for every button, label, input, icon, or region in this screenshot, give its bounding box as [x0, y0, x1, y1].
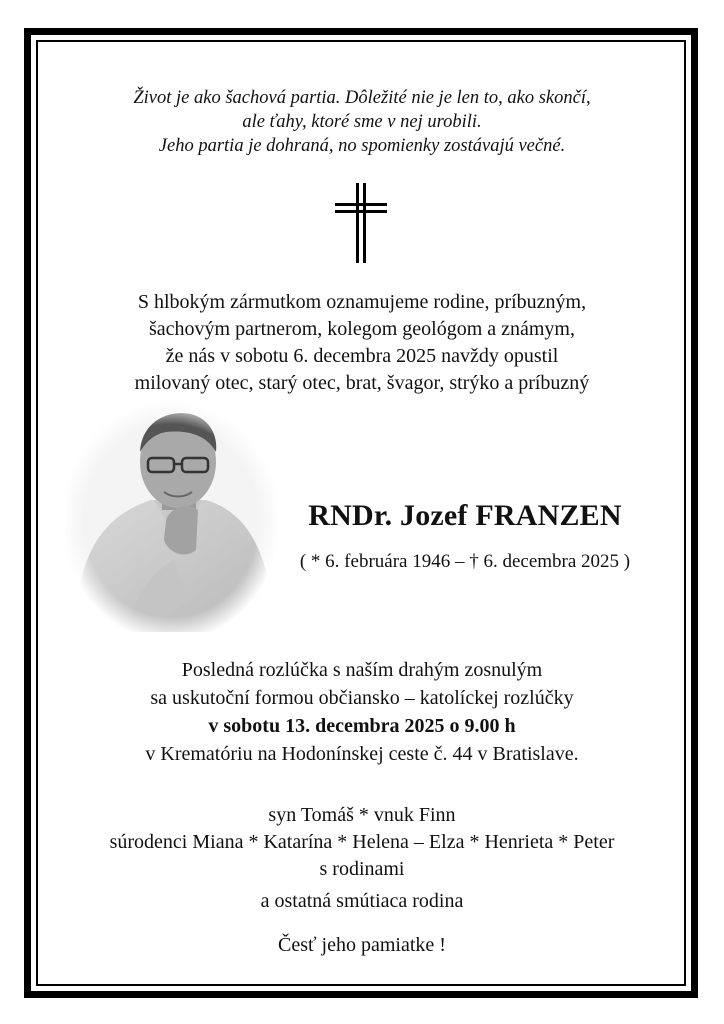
announcement-line: že nás v sobotu 6. decembra 2025 navždy opustil	[165, 345, 559, 367]
life-dates: ( * 6. februára 1946 – † 6. decembra 2025 )	[299, 551, 631, 572]
motto-quote	[40, 86, 684, 158]
farewell-line: Posledná rozlúčka s naším drahým zosnulým	[181, 659, 543, 681]
motto-line: Život je ako šachová partia. Dôležité nie je len to, ako skončí,	[133, 88, 591, 108]
mourners-line: syn Tomáš * vnuk Finn	[268, 804, 456, 826]
farewell-datetime: v sobotu 13. decembra 2025 o 9.00 h	[208, 715, 516, 737]
death-announcement	[40, 289, 684, 397]
deceased-name: RNDr. Jozef FRANZEN	[308, 499, 622, 532]
mourners-list	[40, 802, 684, 883]
funeral-details	[40, 656, 684, 768]
motto-line: Jeho partia je dohraná, no spomienky zostávajú večné.	[158, 136, 566, 156]
double-bar-cross-icon	[333, 183, 389, 263]
farewell-place: v Krematóriu na Hodonínskej ceste č. 44 v Bratislave.	[145, 743, 579, 765]
mourners-rest: a ostatná smútiaca rodina	[260, 890, 464, 912]
closing-tribute: Česť jeho pamiatke !	[278, 934, 446, 956]
mourners-line: súrodenci Miana * Katarína * Helena – Elza * Henrieta * Peter	[109, 831, 615, 853]
announcement-line: šachovým partnerom, kolegom geológom a známym,	[148, 318, 575, 340]
mourners-line: s rodinami	[319, 858, 405, 880]
announcement-line: S hlbokým zármutkom oznamujeme rodine, príbuzným,	[137, 291, 587, 313]
announcement-line: milovaný otec, starý otec, brat, švagor, strýko a príbuzný	[134, 372, 590, 394]
farewell-line: sa uskutoční formou občiansko – katolíckej rozlúčky	[150, 687, 574, 709]
motto-line: ale ťahy, ktoré sme v nej urobili.	[242, 112, 482, 132]
deceased-portrait-photo	[66, 400, 276, 632]
